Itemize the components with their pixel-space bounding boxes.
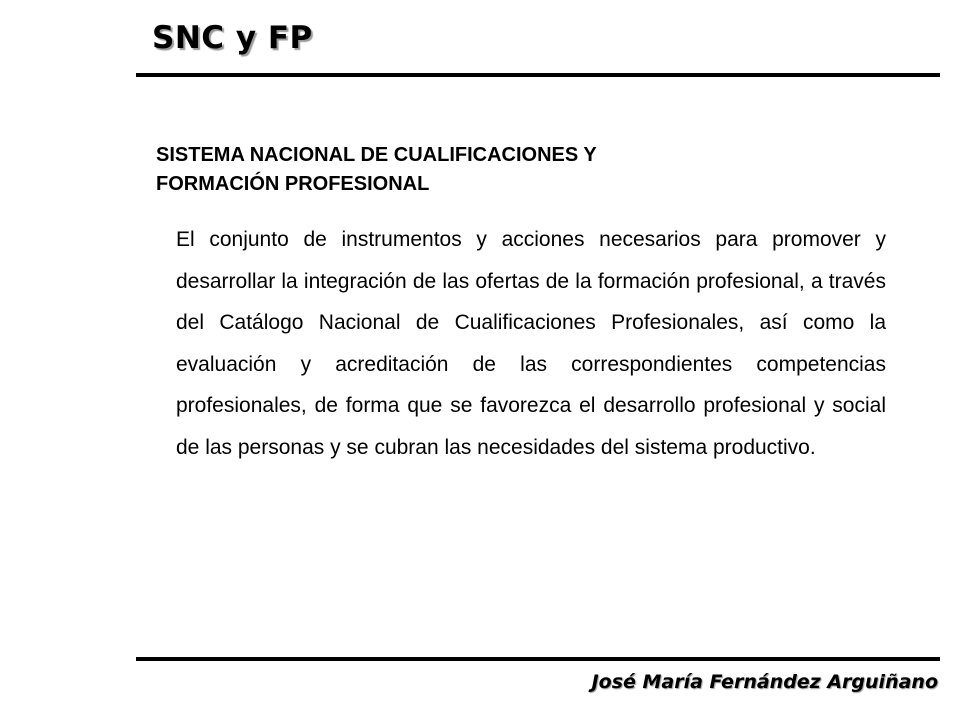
slide-title: SNC y FP	[152, 20, 313, 56]
bottom-divider	[136, 657, 940, 661]
top-divider	[136, 73, 940, 77]
section-heading	[156, 141, 856, 199]
definition-paragraph: El conjunto de instrumentos y acciones necesarios para promover y desarrollar la integración de las ofertas de la formación profesional, a través del Catálogo Nacional de Cualificaciones Profesionales, así como la evaluación y acreditación de las correspondientes competencias profesionales, de forma que se favorezca el desarrollo profesional y social de las personas y se cubran las necesidades del sistema productivo.	[176, 228, 886, 459]
footer-author: José María Fernández Arguiñano	[591, 671, 938, 693]
section-heading-line-2: FORMACIÓN PROFESIONAL	[156, 173, 430, 195]
section-heading-line-1: SISTEMA NACIONAL DE CUALIFICACIONES Y	[156, 144, 597, 166]
